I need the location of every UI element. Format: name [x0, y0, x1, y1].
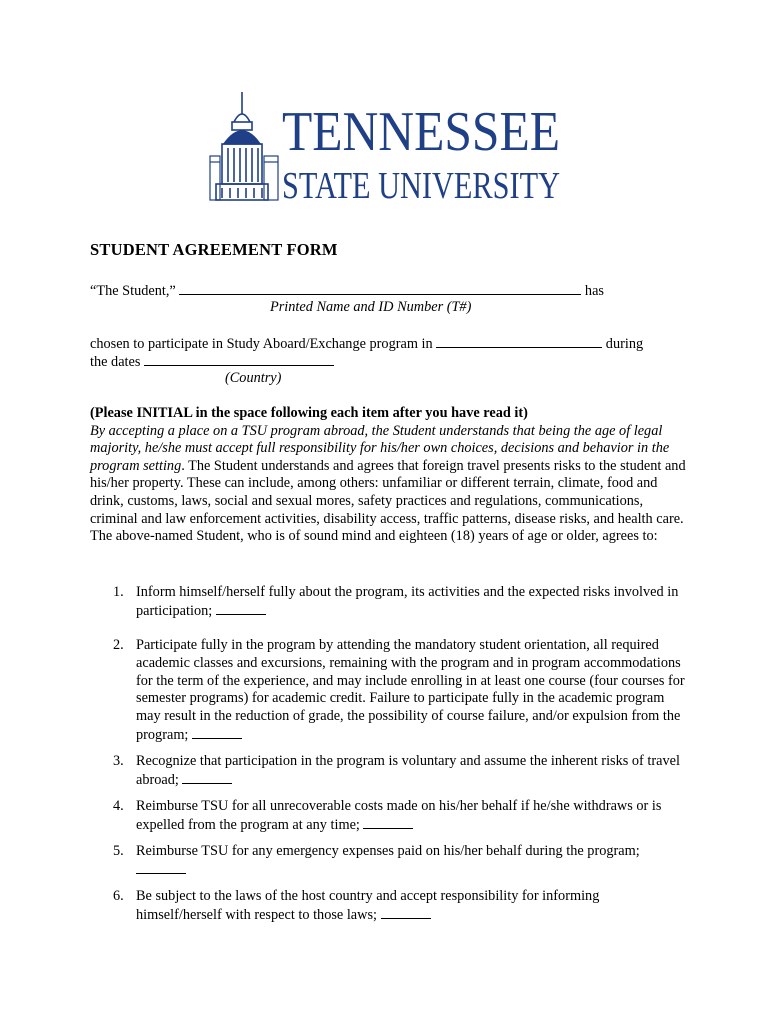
- student-name-field[interactable]: [179, 281, 581, 295]
- item-text: Inform himself/herself fully about the program, its activities and the expected risks involved in participation;: [136, 584, 679, 619]
- program-country-field[interactable]: [436, 334, 602, 348]
- dates-field[interactable]: [144, 352, 334, 366]
- logo-line1: TENNESSEE: [282, 101, 560, 163]
- tower-icon: [216, 92, 268, 200]
- program-text: chosen to participate in Study Aboard/Exchange program in: [90, 336, 433, 352]
- name-caption: Printed Name and ID Number (T#): [270, 299, 472, 315]
- item-number: 1.: [113, 584, 124, 600]
- instructions-paragraph: [90, 405, 686, 546]
- instructions-italic: By accepting a place on a TSU program abroad, the Student understands that being the age of legal majority, he/she must accept full responsibility for his/her own choices, decisions and behavior in the program setting: [90, 422, 670, 474]
- initial-field[interactable]: [182, 771, 232, 784]
- item-number: 3.: [113, 753, 124, 769]
- logo-line2: STATE UNIVERSITY: [282, 165, 560, 207]
- initial-field[interactable]: [192, 726, 242, 739]
- initial-field[interactable]: [136, 861, 186, 874]
- program-line: [90, 334, 643, 353]
- item-text: Recognize that participation in the program is voluntary and assume the inherent risks of travel abroad;: [136, 753, 680, 788]
- item-text: Participate fully in the program by attending the mandatory student orientation, all required academic classes and excursions, remaining with the program and in program accommodations for the term of the experience, and may include enrolling in at least one course (four courses for semester programs) for academic credit. Failure to participate fully in the academic program may result in the reduction of grade, the possibility of course failure, and/or expulsion from the program;: [136, 637, 685, 743]
- initial-field[interactable]: [363, 816, 413, 829]
- item-text: Reimburse TSU for any emergency expenses paid on his/her behalf during the program;: [136, 843, 640, 859]
- item-number: 4.: [113, 798, 124, 814]
- item-text: Be subject to the laws of the host country and accept responsibility for informing himself/herself with respect to those laws;: [136, 888, 600, 923]
- item-number: 6.: [113, 888, 124, 904]
- student-prefix: “The Student,”: [90, 283, 176, 299]
- student-suffix: has: [584, 283, 604, 299]
- country-caption: (Country): [225, 370, 282, 386]
- form-title: STUDENT AGREEMENT FORM: [90, 240, 338, 259]
- instructions-heading: (Please INITIAL in the space following each item after you have read it): [90, 405, 528, 421]
- initial-field[interactable]: [381, 906, 431, 919]
- initial-field[interactable]: [216, 602, 266, 615]
- instructions-body: . The Student understands and agrees that foreign travel presents risks to the student and his/her property. These can include, among others: unfamiliar or different terrain, climate, food and drink, customs, laws, social and sexual mores, safety practices and regulations, communications, criminal and law enforcement activities, disability access, traffic patterns, disease risks, and health care. The above-named Student, who is of sound mind and eighteen (18) years of age or older, agrees to:: [90, 457, 686, 545]
- item-number: 2.: [113, 637, 124, 653]
- dates-text: the dates: [90, 354, 141, 370]
- dates-line: [90, 352, 334, 371]
- student-line: [90, 281, 604, 300]
- tsu-logo: [210, 92, 562, 207]
- item-text: Reimburse TSU for all unrecoverable costs made on his/her behalf if he/she withdraws or is expelled from the program at any time;: [136, 798, 662, 833]
- item-number: 5.: [113, 843, 124, 859]
- during-text: during: [605, 336, 644, 352]
